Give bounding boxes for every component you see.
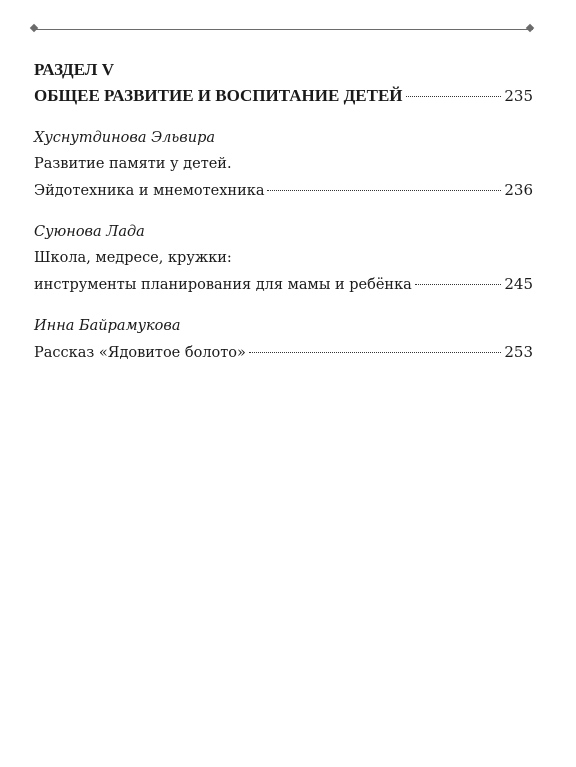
entry-author: Хуснутдинова Эльвира: [34, 130, 215, 146]
entry-title-line: Эйдотехника и мнемотехника: [34, 183, 265, 199]
entry-author: Инна Байрамукова: [34, 318, 181, 334]
page-number: 235: [504, 87, 533, 105]
page-number: 253: [504, 343, 533, 361]
rule-diamond-right-icon: [526, 24, 534, 32]
entry-title-line: Развитие памяти у детей.: [34, 156, 232, 172]
section-title: ОБЩЕЕ РАЗВИТИЕ И ВОСПИТАНИЕ ДЕТЕЙ: [34, 86, 403, 105]
page-number: 245: [504, 275, 533, 293]
header-rule: [34, 29, 533, 30]
toc-entry-link[interactable]: [34, 271, 533, 297]
table-of-contents: [34, 57, 533, 365]
dot-leader: [406, 96, 502, 97]
toc-entry-link[interactable]: [34, 177, 533, 203]
dot-leader: [415, 284, 502, 285]
page-number: 236: [504, 181, 533, 199]
rule-diamond-left-icon: [30, 24, 38, 32]
entry-author: Суюнова Лада: [34, 224, 145, 240]
section-label: РАЗДЕЛ V: [34, 60, 115, 79]
toc-entry-section-title[interactable]: [34, 83, 533, 109]
toc-entry: [34, 313, 533, 365]
dot-leader: [249, 352, 501, 353]
toc-entry-link[interactable]: [34, 339, 533, 365]
dot-leader: [267, 190, 501, 191]
entry-title-line: Рассказ «Ядовитое болото»: [34, 345, 246, 361]
toc-entry: [34, 219, 533, 297]
toc-entry: [34, 125, 533, 203]
entry-title-line: Школа, медресе, кружки:: [34, 250, 232, 266]
entry-title-line: инструменты планирования для мамы и ребёнка: [34, 277, 412, 293]
